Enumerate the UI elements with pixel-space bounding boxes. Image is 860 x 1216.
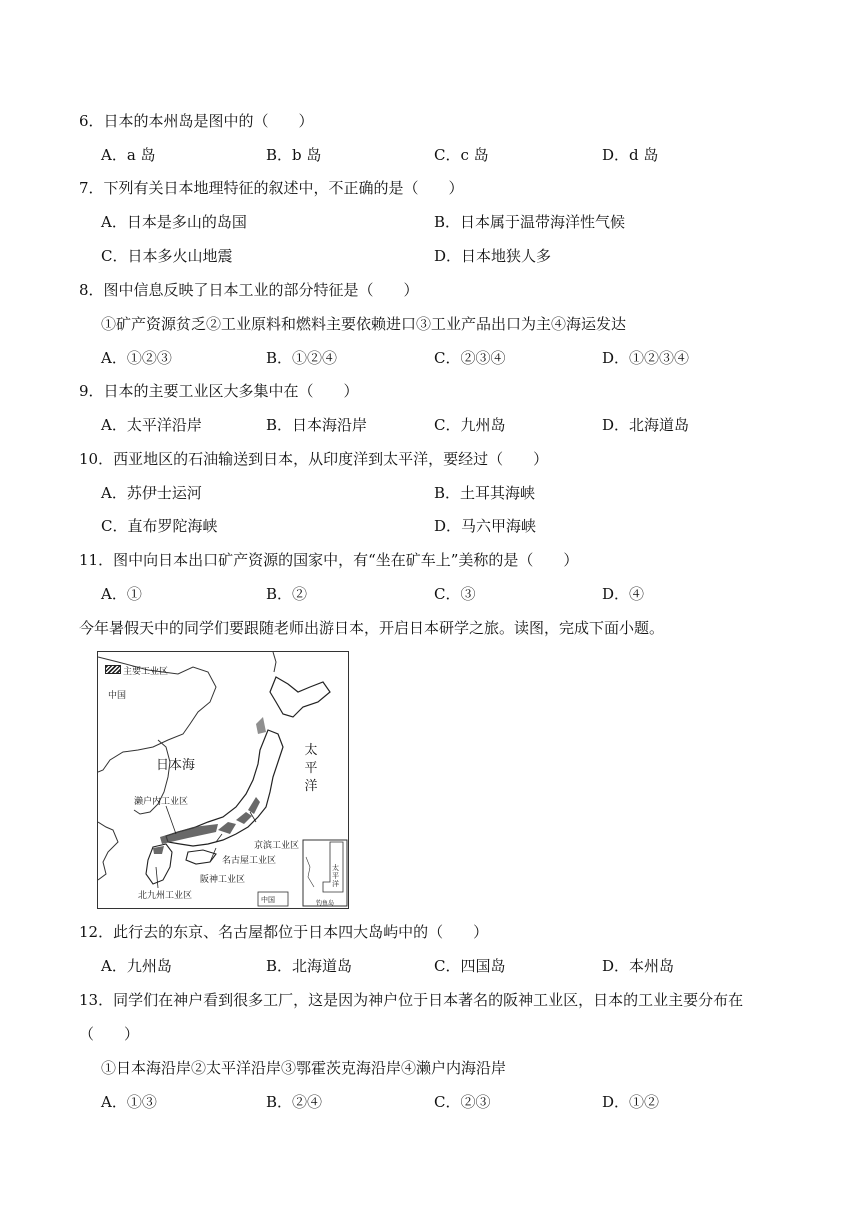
q10-option-d[interactable]: D．马六甲海峡	[434, 517, 537, 535]
inset-label-pacific: 太平洋	[332, 864, 339, 888]
q6-option-a[interactable]: A．a 岛	[101, 146, 156, 164]
label-keihin: 京滨工业区	[254, 841, 300, 851]
label-nagoya: 名古屋工业区	[222, 856, 277, 866]
q7-option-c[interactable]: C．日本多火山地震	[101, 247, 233, 265]
q13-option-d[interactable]: D．①②	[602, 1093, 660, 1111]
q10-option-b[interactable]: B．土耳其海峡	[434, 484, 536, 502]
q13-option-c[interactable]: C．②③	[434, 1093, 491, 1111]
label-hanshin: 阪神工业区	[200, 875, 246, 885]
label-kitakyushu: 北九州工业区	[138, 891, 193, 901]
inset-label-china: 中国	[261, 896, 275, 904]
question-6-stem: 6．日本的本州岛是图中的（ ）	[79, 112, 314, 130]
q10-option-c[interactable]: C．直布罗陀海峡	[101, 517, 218, 535]
q7-option-d[interactable]: D．日本地狭人多	[434, 247, 552, 265]
q7-option-a[interactable]: A．日本是多山的岛国	[101, 213, 247, 231]
q9-option-b[interactable]: B．日本海沿岸	[266, 416, 368, 434]
q10-option-a[interactable]: A．苏伊士运河	[101, 484, 202, 502]
inset-label-islands: 钓鱼岛	[316, 900, 335, 907]
label-sea-of-japan: 日本海	[156, 758, 196, 773]
question-13-stem: 13．同学们在神户看到很多工厂，这是因为神户位于日本著名的阪神工业区，日本的工业主要分布在	[79, 991, 744, 1009]
q11-option-d[interactable]: D．④	[602, 585, 645, 603]
q13-option-b[interactable]: B．②④	[266, 1093, 323, 1111]
q11-option-a[interactable]: A．①	[101, 585, 142, 603]
legend-hatch-swatch	[105, 665, 121, 674]
q13-statements: ①日本海沿岸②太平洋沿岸③鄂霍茨克海沿岸④濑户内海沿岸	[101, 1059, 507, 1077]
q8-statements: ①矿产资源贫乏②工业原料和燃料主要依赖进口③工业产品出口为主④海运发达	[101, 315, 627, 333]
q9-option-a[interactable]: A．太平洋沿岸	[101, 416, 202, 434]
q12-option-b[interactable]: B．北海道岛	[266, 957, 353, 975]
question-7-stem: 7．下列有关日本地理特征的叙述中，不正确的是（ ）	[79, 179, 464, 197]
question-11-stem: 11．图中向日本出口矿产资源的国家中，有“坐在矿车上”美称的是（ ）	[79, 551, 579, 569]
q6-option-c[interactable]: C．c 岛	[434, 146, 489, 164]
q7-option-b[interactable]: B．日本属于温带海洋性气候	[434, 213, 626, 231]
q6-option-b[interactable]: B．b 岛	[266, 146, 322, 164]
question-9-stem: 9．日本的主要工业区大多集中在（ ）	[79, 382, 359, 400]
q12-option-c[interactable]: C．四国岛	[434, 957, 506, 975]
q12-option-d[interactable]: D．本州岛	[602, 957, 675, 975]
question-12-stem: 12．此行去的东京、名古屋都位于日本四大岛屿中的（ ）	[79, 923, 489, 941]
question-13-blank: （ ）	[79, 1025, 140, 1043]
label-setouchi: 濑户内工业区	[134, 797, 189, 807]
japan-industrial-map	[97, 651, 349, 909]
q11-option-b[interactable]: B．②	[266, 585, 308, 603]
q13-option-a[interactable]: A．①③	[101, 1093, 157, 1111]
question-10-stem: 10．西亚地区的石油输送到日本，从印度洋到太平洋，要经过（ ）	[79, 450, 549, 468]
q8-option-a[interactable]: A．①②③	[101, 349, 172, 367]
label-pacific: 太平洋	[304, 743, 318, 794]
q8-option-d[interactable]: D．①②③④	[602, 349, 690, 367]
q8-option-b[interactable]: B．①②④	[266, 349, 338, 367]
question-8-stem: 8．图中信息反映了日本工业的部分特征是（ ）	[79, 281, 419, 299]
q6-option-d[interactable]: D．d 岛	[602, 146, 659, 164]
legend-label: 主要工业区	[123, 667, 169, 677]
q12-option-a[interactable]: A．九州岛	[101, 957, 172, 975]
q9-option-c[interactable]: C．九州岛	[434, 416, 506, 434]
q8-option-c[interactable]: C．②③④	[434, 349, 506, 367]
reading-intro: 今年暑假天中的同学们要跟随老师出游日本，开启日本研学之旅。读图，完成下面小题。	[79, 619, 665, 637]
label-china: 中国	[108, 691, 127, 701]
q11-option-c[interactable]: C．③	[434, 585, 476, 603]
q9-option-d[interactable]: D．北海道岛	[602, 416, 690, 434]
